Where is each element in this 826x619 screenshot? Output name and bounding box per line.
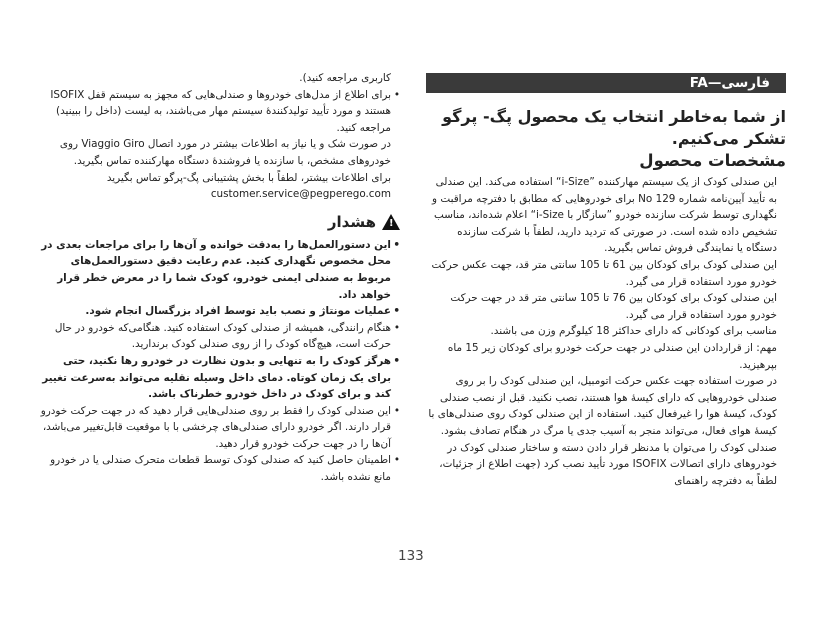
warning-icon: ! bbox=[382, 214, 400, 230]
warning-item: • این دستورالعمل‌ها را به‌دقت خوانده و آن‌ها را برای مراجعات بعدی در محل مخصوص نگهداری کنید. عدم رعایت دقیق دستورالعمل‌های مربوط به صندلی ایمنی خودرو، کودک شما را در معرض خطر قرار خواهد داد. bbox=[40, 237, 400, 303]
spec-item: این صندلی کودک برای کودکان بین 76 تا 105 سانتی متر قد در جهت حرکت خودرو مورد استفاده قرار می گیرد. bbox=[450, 292, 777, 321]
spec-item: صندلی کودک را می‌توان با مدنظر قرار دادن دسته و ساختار صندلی کودک در خودروهای دارای اتصالات ISOFIX مورد تأیید نصب کرد (جهت اطلاع از جزئیات، لطفاً به دفترچه راهنمای bbox=[439, 441, 777, 487]
spec-item: مناسب برای کودکانی که دارای حداکثر 18 کیلوگرم وزن می باشند. bbox=[490, 325, 777, 338]
page-number: 133 bbox=[398, 548, 424, 564]
warning-item: • اطمینان حاصل کنید که صندلی کودک توسط قطعات متحرک صندلی یا در خودرو مانع نشده باشد. bbox=[40, 452, 400, 485]
warning-heading bbox=[40, 213, 400, 231]
left-column bbox=[40, 70, 400, 486]
support-contact: برای اطلاعات بیشتر، لطفاً با بخش پشتیبانی پگ-پرگو تماس بگیرید customer.service@pegperego.com bbox=[106, 171, 391, 201]
spec-item: این صندلی کودک برای کودکان بین 61 تا 105 سانتی متر قد، جهت عکس حرکت خودرو مورد استفاده قرار می گیرد. bbox=[431, 258, 777, 288]
spec-heading: مشخصات محصول bbox=[639, 151, 786, 170]
spec-item: این صندلی کودک از یک سیستم مهارکننده ”i-Size“ استفاده می‌کند. این صندلی به تأیید آیین‌نامه شماره 129 No برای خودروهایی که مطابق با دفترچه مراقبت و نگهداری توسط شرکت سازنده خودرو ”سازگار با i-Size“ اعلام شده‌اند، مناسب تشخیص داده شده است. در صورتی که تردید دارید، لطفاً با شرکت سازنده دستگاه یا نمایندگی فروش تماس بگیرید. bbox=[432, 176, 777, 255]
warning-item: • هرگز کودک را به تنهایی و بدون نظارت در خودرو رها نکنید، حتی برای یک زمان کوتاه. دمای داخل وسیله نقلیه می‌تواند به‌سرعت تغییر کند و برای کودک در داخل خودرو خطرناک باشد. bbox=[40, 353, 400, 403]
warning-title: هشدار bbox=[327, 212, 376, 231]
language-tab: فارسی—FA bbox=[426, 73, 786, 93]
intro-line: • برای اطلاع از مدل‌های خودروها و صندلی‌هایی که مجهز به سیستم قفل ISOFIX هستند و مورد تأیید تولیدکنندهٔ سیستم مهار می‌باشند، به لیست (داخل را ببینید) مراجعه کنید. bbox=[40, 87, 400, 137]
page-title: از شما به‌خاطر انتخاب یک محصول پگ- پرگو تشکر می‌کنیم. bbox=[442, 107, 786, 148]
intro-line: کاربری مراجعه کنید). bbox=[299, 72, 391, 84]
spec-section bbox=[426, 174, 786, 489]
spec-item: در صورت استفاده جهت عکس حرکت اتومبیل، این صندلی کودک را بر روی صندلی خودروهایی که دارای کیسهٔ هوا هستند، نصب نکنید. قبل از نصب صندلی کودک، کیسهٔ هوا را غیرفعال کنید. استفاده از این صندلی کودک روی صندلی‌های با کیسهٔ هوای فعال، می‌تواند منجر به آسیب جدی یا مرگ در هنگام تصادف بشود. bbox=[428, 375, 777, 437]
warning-item: • این صندلی کودک را فقط بر روی صندلی‌هایی قرار دهید که در جهت حرکت خودرو قرار دارند. اگر خودرو دارای صندلی‌های چرخشی با با موقعیت قابل‌تغییر می‌باشد، آن‌ها را در جهت حرکت خودرو قرار دهید. bbox=[40, 403, 400, 453]
intro-line: در صورت شک و یا نیاز به اطلاعات بیشتر در مورد اتصال Viaggio Giro روی خودروهای مشخص، با سازنده یا فروشندهٔ دستگاه مهارکننده تماس بگیرید. bbox=[59, 138, 391, 167]
spec-item-important: مهم: از قراردادن این صندلی در جهت حرکت خودرو برای کودکان زیر 15 ماه بپرهیزید. bbox=[447, 341, 777, 371]
warning-item: • هنگام رانندگی، همیشه از صندلی کودک استفاده کنید. هنگامی‌که خودرو در حال حرکت است، هیچ‌گاه کودک را از روی صندلی کودک برندارید. bbox=[40, 320, 400, 353]
warning-item: • عملیات مونتاژ و نصب باید توسط افراد بزرگسال انجام شود. bbox=[40, 303, 400, 320]
